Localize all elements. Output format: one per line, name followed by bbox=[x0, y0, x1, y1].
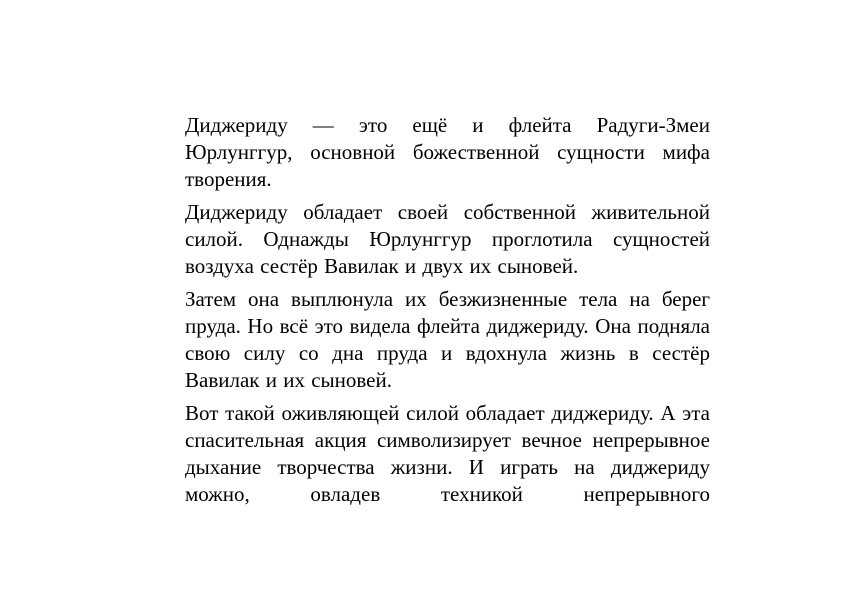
paragraph-1: Диджериду — это ещё и флейта Радуги-Змеи Юрлунггур, основной божественной сущности мифа творения. bbox=[185, 113, 710, 191]
paragraph-2: Диджериду обладает своей собственной живительной силой. Однажды Юрлунггур проглотила сущностей воздуха сестёр Вавилак и двух их сыновей. bbox=[185, 200, 710, 278]
document-page bbox=[185, 112, 710, 514]
paragraph-3: Затем она выплюнула их безжизненные тела на берег пруда. Но всё это видела флейта диджериду. Она подняла свою силу со дна пруда и вдохнула жизнь в сестёр Вавилак и их сыновей. bbox=[185, 287, 710, 392]
paragraph-4: Вот такой оживляющей силой обладает диджериду. А эта спасительная акция символизирует вечное непрерывное дыхание творчества жизни. И играть на диджериду можно, овладев техникой непрерывного bbox=[185, 401, 710, 506]
